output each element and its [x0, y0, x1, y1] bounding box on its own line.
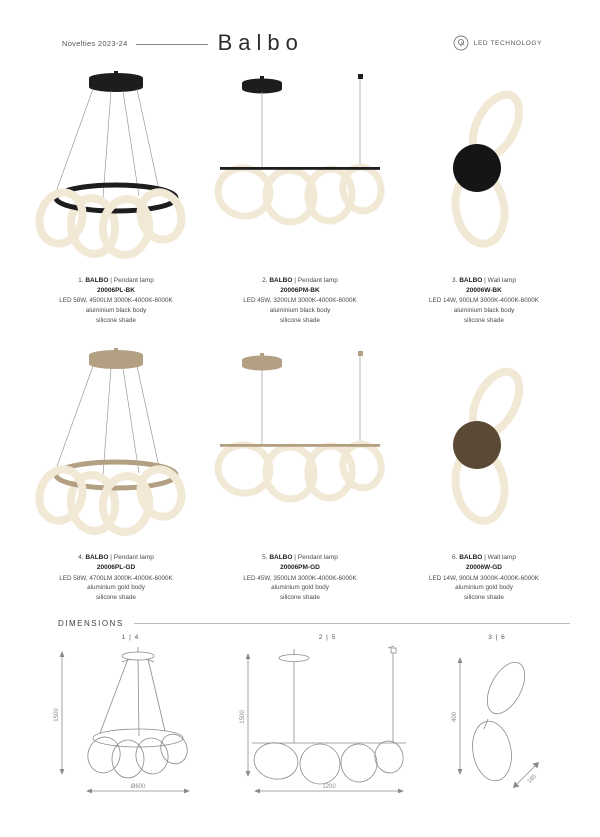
- height-dim-label: 1500: [54, 708, 60, 722]
- product-body: aluminium black body: [269, 306, 331, 314]
- collection-label: Novelties 2023-24: [62, 38, 128, 48]
- header-divider-line: [136, 44, 208, 45]
- canopy: [89, 71, 143, 92]
- product-grid: [0, 56, 600, 603]
- product-card-3: [398, 70, 570, 325]
- product-shade: silicone shade: [464, 316, 504, 324]
- dimensions-section: [0, 603, 600, 811]
- product-code: 20006PL-BK: [97, 287, 135, 295]
- divider: |: [484, 277, 486, 284]
- product-name: BALBO: [85, 554, 109, 562]
- divider: |: [484, 554, 486, 562]
- pendant-ring-gold-image: [31, 347, 201, 549]
- dimension-drawing-1-4: [38, 634, 223, 811]
- product-body: aluminium black body: [85, 306, 147, 314]
- product-specs: LED 14W, 900LM 3000K-4000K-6000K: [429, 574, 539, 582]
- product-body: aluminium gold body: [455, 584, 513, 592]
- product-body: aluminium gold body: [271, 584, 329, 592]
- product-name: BALBO: [85, 277, 109, 284]
- product-type: Pendant lamp: [113, 554, 154, 562]
- product-shade: silicone shade: [280, 594, 320, 601]
- height-dim-label: 400: [452, 711, 458, 722]
- product-number: 5.: [262, 554, 268, 562]
- product-specs: LED 45W, 3500LM 3000K-4000K-6000K: [243, 574, 357, 582]
- product-caption: [429, 553, 539, 602]
- product-type: Wall lamp: [487, 277, 516, 284]
- canopy: [89, 348, 143, 369]
- product-caption: [429, 276, 539, 325]
- product-specs: LED 45W, 3200LM 3000K-4000K-6000K: [243, 297, 357, 305]
- dimensions-label: DIMENSIONS: [58, 618, 124, 628]
- product-shade: silicone shade: [464, 594, 504, 601]
- pendant-linear-dimension-drawing: [228, 643, 428, 811]
- divider: |: [110, 554, 112, 562]
- product-type: Pendant lamp: [113, 277, 154, 284]
- product-shade: silicone shade: [96, 594, 136, 601]
- dimension-drawing-2-5: [228, 634, 428, 811]
- product-type: Pendant lamp: [297, 277, 338, 284]
- dimension-drawing-3-6: [432, 634, 562, 811]
- height-dim-label: 1500: [239, 710, 246, 724]
- canopy: [242, 76, 282, 94]
- product-caption: [59, 553, 172, 602]
- product-specs: LED 58W, 4700LM 3000K-4000K-6000K: [59, 574, 173, 582]
- divider: |: [110, 277, 112, 284]
- wall-lamp-dimension-drawing: [432, 643, 562, 811]
- product-code: 20006W-BK: [466, 287, 502, 295]
- page-title: Balbo: [217, 30, 304, 55]
- product-specs: LED 58W, 4500LM 3000K-4000K-6000K: [59, 297, 173, 305]
- pendant-linear-gold-image: [210, 347, 390, 549]
- wall-lamp-gold-image: [414, 353, 554, 543]
- led-technology-badge: [453, 35, 542, 51]
- product-number: 2.: [262, 277, 268, 284]
- pendant-ring-black-image: [31, 70, 201, 272]
- drawing-ref: 2 | 5: [318, 633, 337, 641]
- product-code: 20006PM-BK: [280, 287, 320, 295]
- wall-lamp-black-image: [414, 76, 554, 266]
- drawing-ref: 1 | 4: [121, 633, 140, 641]
- product-code: 20006W-GD: [465, 564, 502, 572]
- product-card-1: [30, 70, 202, 325]
- product-code: 20006PL-GD: [96, 564, 136, 572]
- led-bulb-icon: [453, 35, 469, 51]
- product-number: 1.: [78, 277, 84, 284]
- product-code: 20006PM-GD: [280, 564, 320, 572]
- depth-dim-label: 165: [526, 773, 538, 785]
- product-number: 4.: [78, 554, 84, 562]
- bar: [220, 444, 380, 447]
- product-card-6: [398, 347, 570, 602]
- dimensions-divider-line: [134, 623, 570, 624]
- wall-disc: [453, 144, 501, 192]
- width-dim-label: Ø600: [130, 783, 146, 790]
- pendant-linear-black-image: [210, 70, 390, 272]
- product-number: 3.: [452, 277, 458, 284]
- product-card-2: [210, 70, 390, 325]
- product-caption: [243, 276, 356, 325]
- width-dim-label: 1200: [321, 783, 336, 790]
- page-header: [0, 0, 600, 56]
- pendant-ring-dimension-drawing: [38, 643, 223, 811]
- divider: |: [294, 277, 296, 284]
- product-caption: [243, 553, 356, 602]
- wall-disc: [453, 421, 501, 469]
- divider: |: [294, 554, 296, 562]
- bar: [220, 167, 380, 170]
- product-specs: LED 14W, 900LM 3000K-4000K-6000K: [429, 297, 539, 305]
- product-body: aluminium black body: [453, 306, 515, 314]
- canopy: [242, 353, 282, 371]
- product-name: BALBO: [459, 554, 483, 562]
- product-number: 6.: [452, 554, 458, 562]
- product-type: Pendant lamp: [297, 554, 338, 562]
- drawing-ref: 3 | 6: [488, 633, 506, 641]
- product-shade: silicone shade: [280, 316, 320, 324]
- product-card-5: [210, 347, 390, 602]
- product-body: aluminium gold body: [87, 584, 145, 592]
- led-badge-label: LED TECHNOLOGY: [473, 39, 542, 47]
- product-shade: silicone shade: [96, 316, 136, 324]
- product-type: Wall lamp: [487, 554, 516, 562]
- product-card-4: [30, 347, 202, 602]
- product-name: BALBO: [459, 277, 483, 284]
- product-name: BALBO: [269, 277, 293, 284]
- product-caption: [59, 276, 172, 325]
- product-name: BALBO: [269, 554, 293, 562]
